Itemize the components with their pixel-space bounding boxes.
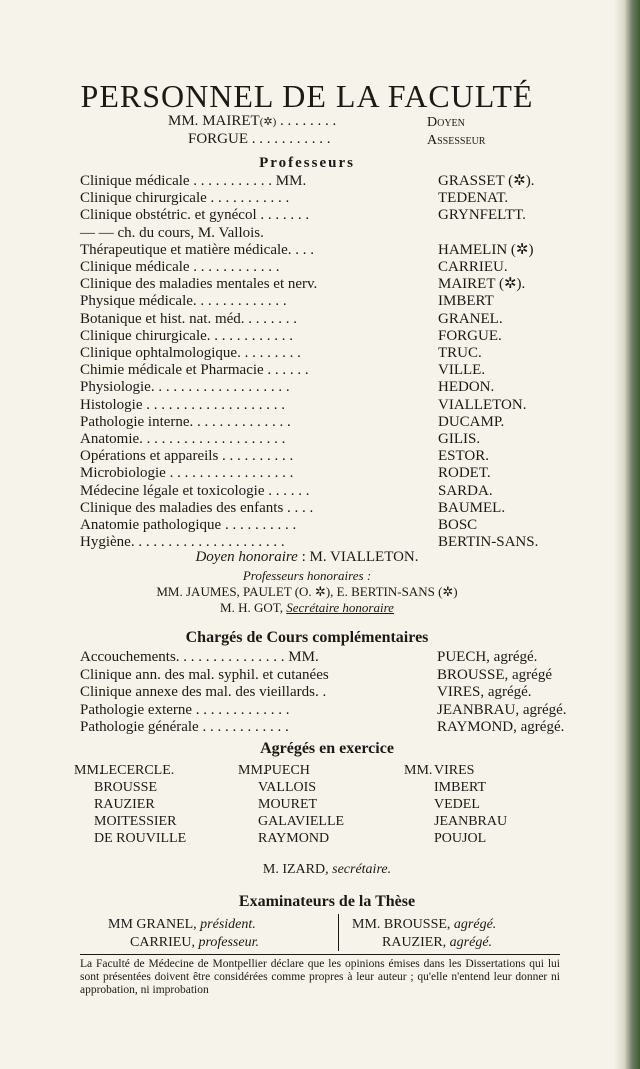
professeur-subject: Clinique obstétric. et gynécol . . . . . . . [80,207,310,224]
agrege-name: JEANBRAU [434,814,508,829]
agreges-prefix: MM. [74,763,103,778]
charge-name: RAYMOND, agrégé. [437,719,565,736]
professeur-subject: Pathologie interne. . . . . . . . . . . . . . [80,413,291,430]
agrege-name: MOURET [258,797,318,812]
examinateur-role: agrégé. [449,935,493,950]
secretaire-honoraire [0,600,614,616]
professeur-name: VIALLETON. [438,396,527,413]
examinateur-left-1 [108,916,256,933]
assesseur-name: FORGUE [188,131,249,147]
charge-name: VIRES, agrégé. [437,684,532,701]
agrege-name: DE ROUVILLE [94,831,187,846]
professeur-subject: Anatomie. . . . . . . . . . . . . . . . . . . . [80,431,286,447]
professeur-name: BAUMEL. [438,499,506,516]
agrege-name: MOITESSIER [94,814,177,829]
examinateur-left-2 [130,934,259,951]
doyen-star: (✲) [259,116,277,128]
agrege-name: VALLOIS [258,780,317,795]
professeur-subject: Clinique chirurgicale . . . . . . . . . . . [80,190,290,207]
secretaire-line [0,862,634,878]
charge-name: PUECH, agrégé. [437,649,538,665]
professeur-name: IMBERT [438,293,494,310]
professeur-subject: Opérations et appareils . . . . . . . . . . [80,448,294,465]
professeur-subject: Médecine légale et toxicologie . . . . . . [80,482,310,499]
professeur-name: BOSC [438,517,478,533]
doyen-role: Doyen [427,115,465,130]
doyen-prefix: MM. [168,113,199,129]
professeur-subject: Chimie médicale et Pharmacie . . . . . . [80,362,309,379]
charges-heading: Chargés de Cours complémentaires [185,629,429,646]
professeur-name: VILLE. [438,362,486,379]
professeur-name: GRASSET (✲). [438,173,535,189]
professeur-subject: Microbiologie . . . . . . . . . . . . . . . . . [80,465,294,482]
doyen-name: MAIRET [202,113,260,129]
charge-subject: Clinique annexe des mal. des vieillards. . [80,684,327,701]
professeur-name: MAIRET (✲). [438,276,526,293]
doyen-honoraire [0,549,614,566]
professeur-subject: Clinique ophtalmologique. . . . . . . . . [80,345,301,361]
doyen-dots: . . . . . . . . [279,113,337,129]
professeur-subject: Clinique chirurgicale. . . . . . . . . . . . [80,327,294,344]
secretaire-name: M. IZARD, [262,862,329,877]
professeur-name: TEDENAT. [438,190,509,207]
professeur-name: CARRIEU. [438,259,508,275]
charge-subject: Pathologie externe . . . . . . . . . . . . . [80,701,290,718]
professeur-name: FORGUE. [438,327,502,344]
professeur-subject: Anatomie pathologique . . . . . . . . . . [80,517,297,533]
professeur-subject: Clinique médicale . . . . . . . . . . . . [80,259,280,275]
assesseur-dots: . . . . . . . . . . . [251,131,331,147]
examinateur-role: agrégé. [453,917,497,932]
agrege-name: VIRES [434,763,475,778]
footnote-rule [80,954,560,955]
examinateur-name: CARRIEU, [130,935,195,950]
professeur-name: GRYNFELTT. [438,207,526,224]
footnote: La Faculté de Médecine de Montpellier déclare que les opinions émises dans les Dissertations qui lui sont présentées doivent être considérées comme propres à leur auteur ; qu'elle n'entend leur donner ni approbation, ni improbation [80,958,560,996]
professeur-subject: Botanique et hist. nat. méd. . . . . . . . [80,310,298,327]
professeur-name: HAMELIN (✲) [438,241,534,258]
doyen-honoraire-label: Doyen honoraire [195,549,298,565]
examinateur-name: MM. BROUSSE, [352,917,451,932]
examinateur-role: professeur. [198,935,259,950]
professeur-name: GRANEL. [438,310,503,327]
agrege-name: LECERCLE. [100,763,175,778]
professeur-subject: Histologie . . . . . . . . . . . . . . . . . . . [80,396,285,413]
professeur-name: HEDON. [438,379,495,396]
agreges-prefix: MM. [404,763,433,778]
agrege-name: IMBERT [434,780,487,795]
professeur-name: GILIS. [438,431,481,447]
professeur-subject: — — ch. du cours, M. Vallois. [80,224,264,241]
professeur-name: TRUC. [438,345,482,361]
agrege-name: POUJOL [434,831,487,846]
professeurs-heading: Professeurs [259,155,355,171]
professeur-name: RODET. [438,465,491,482]
charge-subject: Pathologie générale . . . . . . . . . . . . [80,719,289,736]
professeur-name: ESTOR. [438,448,489,465]
charge-name: BROUSSE, agrégé [437,666,552,683]
professeur-subject: Thérapeutique et matière médicale. . . . [80,241,315,258]
examinateur-right-2 [382,934,492,951]
professeur-name: SARDA. [438,482,493,499]
agreges-heading: Agrégés en exercice [260,740,394,757]
agrege-name: RAUZIER [94,797,155,812]
doyen-honoraire-name: : M. VIALLETON. [301,549,419,565]
professeur-name: BERTIN-SANS. [438,534,539,551]
examinateur-name: RAUZIER, [382,935,447,950]
agrege-name: BROUSSE [94,780,158,795]
professeur-name: DUCAMP. [438,413,505,430]
charge-subject: Accouchements. . . . . . . . . . . . . . . MM. [80,649,319,665]
examinateurs-divider [338,914,339,951]
professeur-subject: Clinique des maladies mentales et nerv. [80,276,318,293]
secretaire-label: secrétaire. [332,862,392,877]
agrege-name: GALAVIELLE [258,814,345,829]
agrege-name: PUECH [264,763,310,778]
professeurs-honoraires-names: MM. JAUMES, PAULET (O. ✲), E. BERTIN-SANS (✲) [156,584,458,599]
professeur-subject: Hygiène. . . . . . . . . . . . . . . . . . . . . [80,534,285,551]
agreges-prefix: MM. [238,763,267,778]
agrege-name: RAYMOND [258,831,330,846]
examinateur-role: président. [200,917,256,932]
page-title: PERSONNEL DE LA FACULTÉ [80,78,534,114]
professeur-subject: Physique médicale. . . . . . . . . . . . . [80,293,287,310]
charge-subject: Clinique ann. des mal. syphil. et cutanées [80,666,329,683]
secretaire-honoraire-name: M. H. GOT, [220,600,283,615]
assesseur-role: Assesseur [427,133,486,148]
professeur-subject: Clinique médicale . . . . . . . . . . . MM. [80,173,307,189]
secretaire-honoraire-label: Secrétaire honoraire [286,600,394,615]
professeur-subject: Physiologie. . . . . . . . . . . . . . . . . . . [80,379,290,396]
professeur-subject: Clinique des maladies des enfants . . . . [80,499,314,516]
charge-name: JEANBRAU, agrégé. [437,701,567,718]
doyen-line [168,113,336,131]
professeurs-honoraires-label: Professeurs honoraires : [242,568,372,583]
agrege-name: VEDEL [434,797,480,812]
examinateur-right-1 [352,916,496,933]
examinateur-name: MM GRANEL, [108,917,197,932]
assesseur-line [188,131,331,148]
examinateurs-heading: Examinateurs de la Thèse [238,893,416,910]
